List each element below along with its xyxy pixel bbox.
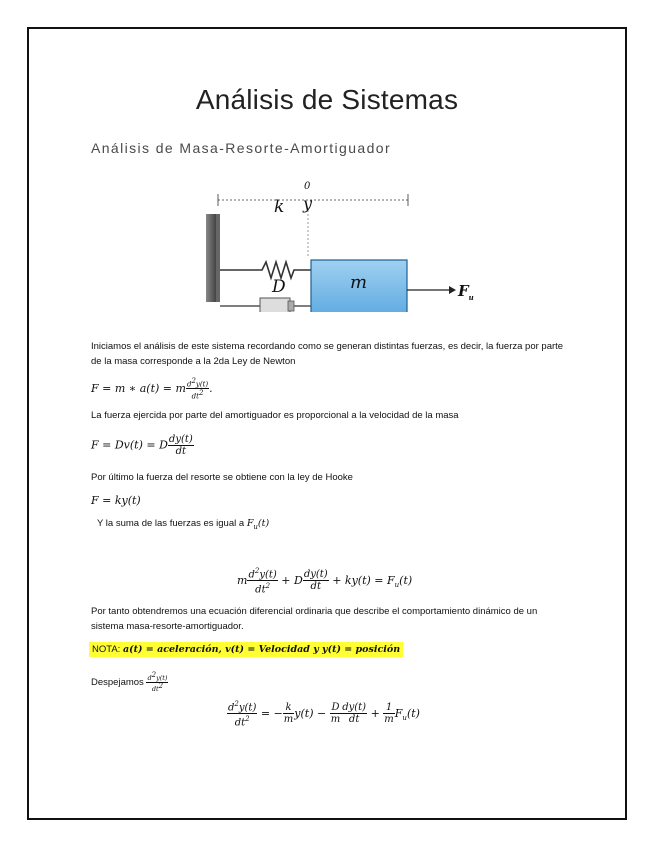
intro-paragraph: Iniciamos el análisis de este sistema recordando como se generan distintas fuerzas, es decir, la fuerza por parte de la masa corresponde a la 2da Ley de Newton xyxy=(91,341,564,367)
equation-hooke: F = ky(t) xyxy=(91,494,141,507)
nota-text: a(t) = aceleración, v(t) = Velocidad y y(t) = posición xyxy=(122,644,401,655)
mass-spring-damper-figure xyxy=(204,182,474,312)
spring-label: k xyxy=(274,197,285,217)
conclusion-paragraph: Por tanto obtendremos una ecuación diferencial ordinaria que describe el comportamiento dinámico de un sistema masa-resorte-amortiguador. xyxy=(91,606,538,632)
spring-paragraph: Por último la fuerza del resorte se obtiene con la ley de Hooke xyxy=(91,472,353,483)
nota-label: NOTA: xyxy=(92,644,121,655)
equation-ode: m $\frac{d^2y(t)}{dt^2}$ + D $\frac{dy(t)}{dt}$ + $ky(t) = F_u(t)$ xyxy=(237,567,413,596)
sum-paragraph: Y la suma de las fuerzas es igual a $F_u(t)$ xyxy=(97,518,270,531)
mass-label: m xyxy=(350,272,368,293)
page-title: Análisis de Sistemas xyxy=(195,84,459,115)
equation-damper: F = Dv(t) = D $\frac{dy(t)}{dt}$ xyxy=(91,434,193,457)
equation-newton: F = m ∗ a(t) = m $\frac{d^2y(t)}{dt^2}$ . xyxy=(91,377,213,401)
section-heading: Análisis de Masa-Resorte-Amortiguador xyxy=(91,140,392,156)
displacement-label: y xyxy=(303,194,313,213)
page-border xyxy=(27,27,627,820)
nota-highlight xyxy=(89,642,403,657)
origin-label: 0 xyxy=(304,181,311,192)
equation-isolated: $\frac{d^2y(t)}{dt^2}$ = − $\frac{k}{m}$ y(t) − $\frac{D}{m}$ $\frac{dy(t)}{dt}$ + $\frac{1}{m}$ $F_u(t)$ xyxy=(228,700,420,729)
damper-label: D xyxy=(272,277,286,297)
despejamos-line: Despejamos $\frac{d^2y(t)}{dt^2}$ xyxy=(91,671,168,694)
force-label: $F_u$ xyxy=(458,282,474,302)
damper-paragraph: La fuerza ejercida por parte del amortiguador es proporcional a la velocidad de la masa xyxy=(91,410,459,421)
